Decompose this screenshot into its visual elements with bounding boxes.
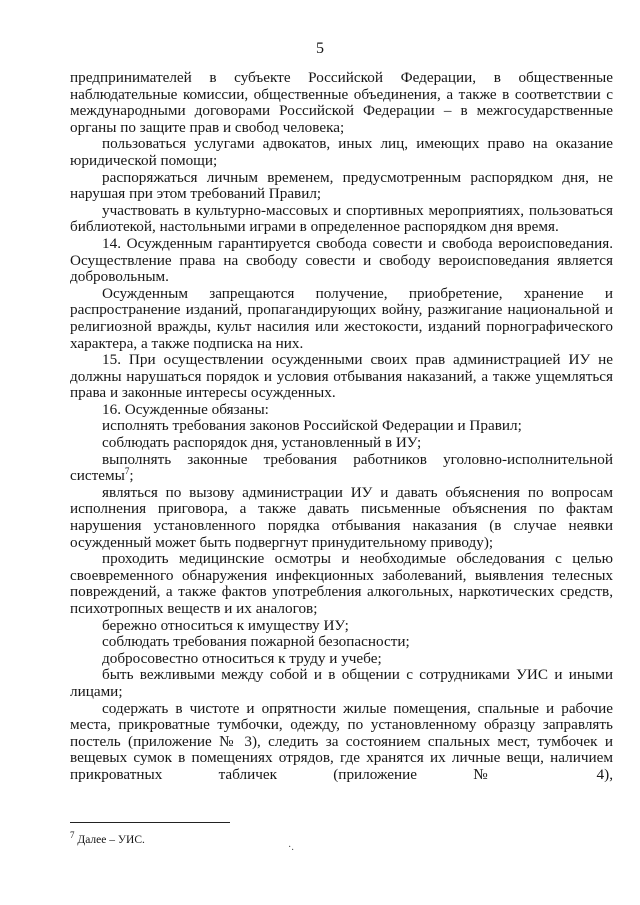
paragraph-7: 16. Осужденные обязаны: <box>102 400 269 418</box>
footnote-text: Далее – УИС. <box>77 834 145 846</box>
footnote-number: 7 <box>70 830 75 841</box>
paragraph-9: соблюдать распорядок дня, установленный в ИУ; <box>102 434 422 452</box>
page-number: 5 <box>316 40 324 57</box>
paragraph-2: распоряжаться личным временем, предусмотренным распорядком дня, не нарушая при этом требований Правил; <box>70 168 613 203</box>
paragraph-15: добросовестно относиться к труду и учебе; <box>102 649 382 667</box>
paragraph-12: проходить медицинские осмотры и необходимые обследования с целью своевременного обнаружения инфекционных заболеваний, выявления телесных повреждений, а также фактов употребления алкогольных, наркотических средств, психотропных веществ и их аналогов; <box>70 550 613 617</box>
body-text <box>70 70 613 784</box>
paragraph-4: 14. Осужденным гарантируется свобода совести и свобода вероисповедания. Осуществление права на свободу совести и свободу вероисповедания является добровольным. <box>70 234 613 286</box>
paragraph-6: 15. При осуществлении осужденными своих прав администрацией ИУ не должны нарушаться порядок и условия отбывания наказаний, а также ущемляться права и законные интересы осужденных. <box>70 351 613 402</box>
paragraph-16: быть вежливыми между собой и в общении с сотрудниками УИС и иными лицами; <box>70 666 613 700</box>
paragraph-10-text: выполнять законные требования работников уголовно-исполнительной системы <box>70 450 613 485</box>
paragraph-10 <box>70 452 613 485</box>
paragraph-13: бережно относиться к имуществу ИУ; <box>102 616 349 634</box>
paragraph-1: пользоваться услугами адвокатов, иных лиц, имеющих право на оказание юридической помощи; <box>70 135 613 169</box>
paragraph-0: предпринимателей в субъекте Российской Федерации, в общественные наблюдательные комиссии, общественные объединения, а также в соответствии с международными договорами Российской Федерации – в межгосударственные органы по защите прав и свобод человека; <box>70 69 613 136</box>
paragraph-17: содержать в чистоте и опрятности жилые помещения, спальные и рабочие места, прикроватные тумбочки, одежду, по установленному образцу заправлять постель (приложение № 3), следить за состоянием спальных мест, тумбочек и вещевых сумок в помещениях отрядов, где хранятся их личные вещи, наличием прикроватных табличек (приложение № 4), <box>70 699 613 783</box>
stray-mark: ·. <box>288 842 294 853</box>
paragraph-3: участвовать в культурно-массовых и спортивных мероприятиях, пользоваться библиотекой, настольными играми в определенное распорядком дня время. <box>70 201 613 236</box>
footnote <box>70 830 145 847</box>
paragraph-8: исполнять требования законов Российской Федерации и Правил; <box>102 417 522 435</box>
footnote-reference-suffix: ; <box>129 467 134 485</box>
paragraph-5: Осужденным запрещаются получение, приобретение, хранение и распространение изданий, пропагандирующих войну, разжигание национальной и религиозной вражды, культ насилия или жестокости, изданий порнографического характера, а также подписка на них. <box>70 284 613 352</box>
footnote-reference: 7 <box>124 466 130 477</box>
paragraph-11: являться по вызову администрации ИУ и давать объяснения по вопросам исполнения приговора, а также давать письменные объяснения по фактам нарушения установленного порядка отбывания наказания (в случае неявки осужденный может быть подвергнут принудительному приводу); <box>70 483 613 551</box>
footnote-divider <box>70 822 230 823</box>
paragraph-14: соблюдать требования пожарной безопасности; <box>102 633 410 651</box>
